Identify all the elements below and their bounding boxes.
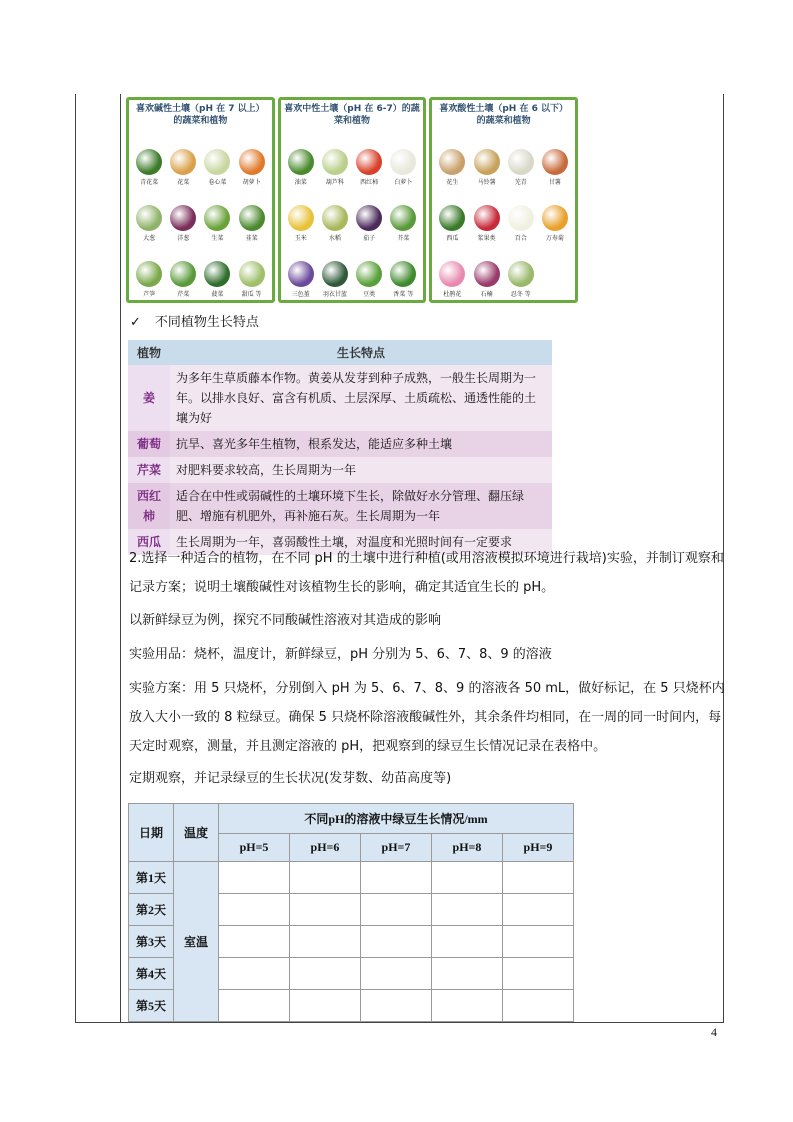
panel-title: 喜欢酸性土壤（pH 在 6 以下）的蔬菜和植物 (439, 104, 568, 126)
plant-desc: 抗旱、喜光多年生植物，根系发达，能适应多种土壤 (170, 431, 552, 457)
veg-item (504, 186, 538, 242)
vegetable-icon (204, 205, 230, 231)
veg-item (200, 186, 234, 242)
veg-name: 水稻 (328, 235, 341, 242)
veg-grid (435, 130, 572, 298)
veg-item (470, 242, 504, 298)
veg-item (318, 242, 352, 298)
table-cell (289, 894, 360, 926)
veg-name: 卷心菜 (208, 179, 227, 186)
table-cell (360, 862, 431, 894)
veg-name: 油菜 (294, 179, 307, 186)
paragraph-plan: 实验方案：用 5 只烧杯，分别倒入 pH 为 5、6、7、8、9 的溶液各 50 mL，做好标记，在 5 只烧杯内放入大小一致的 8 粒绿豆。确保 5 只烧杯除溶液酸碱性外，其余条件均相同，在一周的同一时间内，每天定时观察，测量，并且测定溶液的 pH，把观察到的绿豆生长情况记录在表格中。 (129, 681, 725, 754)
table-cell (219, 926, 290, 958)
veg-grid (132, 130, 269, 298)
veg-item (166, 186, 200, 242)
vegetable-icon (390, 149, 416, 175)
vegetable-icon (508, 149, 534, 175)
table-cell (431, 862, 502, 894)
soil-panels (126, 97, 578, 303)
veg-name: 洋葱 (177, 235, 190, 242)
table-row (128, 457, 552, 483)
check-heading-text: 不同植物生长特点 (154, 315, 259, 330)
vegetable-icon (322, 205, 348, 231)
veg-name: 茄子 (363, 235, 376, 242)
veg-item (352, 186, 386, 242)
table-cell (502, 958, 573, 990)
vegetable-icon (288, 261, 314, 287)
acidic-soil-panel (429, 97, 578, 303)
vegetable-icon (288, 205, 314, 231)
table-cell (431, 958, 502, 990)
table-cell (502, 862, 573, 894)
vegetable-icon (170, 261, 196, 287)
frame-inner-rule (120, 94, 121, 1023)
veg-name: 玉米 (294, 235, 307, 242)
veg-item (352, 130, 386, 186)
table-cell (360, 926, 431, 958)
table-row (128, 483, 552, 529)
veg-name: 菠菜 (211, 291, 224, 298)
veg-name: 韭菜 (245, 235, 258, 242)
plant-desc: 为多年生草质藤本作物。黄姜从发芽到种子成熟，一般生长周期为一年。以排水良好、富含有机质、土层深厚、土质疏松、通透性能的土壤为好 (170, 365, 552, 431)
veg-item (435, 242, 469, 298)
veg-item (200, 242, 234, 298)
veg-item (538, 186, 572, 242)
vegetable-icon (356, 205, 382, 231)
paragraph-materials: 实验用品：烧杯，温度计，新鲜绿豆，pH 分别为 5、6、7、8、9 的溶液 (129, 647, 552, 662)
veg-item (504, 242, 538, 298)
day-label: 第3天 (129, 926, 174, 958)
veg-item (352, 242, 386, 298)
vegetable-icon (136, 261, 162, 287)
veg-item (386, 186, 420, 242)
table-row (128, 365, 552, 431)
veg-item (435, 130, 469, 186)
veg-item (235, 130, 269, 186)
check-heading (130, 311, 259, 330)
veg-item (166, 130, 200, 186)
veg-item (132, 242, 166, 298)
header-ph: pH=5 (219, 834, 290, 862)
vegetable-icon (508, 261, 534, 287)
vegetable-icon (356, 261, 382, 287)
vegetable-icon (474, 205, 500, 231)
veg-item (504, 130, 538, 186)
veg-item (235, 242, 269, 298)
veg-name: 西红柿 (360, 179, 379, 186)
vegetable-icon (136, 149, 162, 175)
table-cell (502, 990, 573, 1022)
plant-feature-table (128, 340, 552, 555)
page-number: 4 (711, 1025, 717, 1039)
vegetable-icon (439, 149, 465, 175)
header-plant: 植物 (128, 340, 170, 365)
veg-name: 马铃薯 (477, 179, 496, 186)
table-cell (219, 990, 290, 1022)
day-label: 第5天 (129, 990, 174, 1022)
plant-name: 西瓜 (128, 529, 170, 555)
table-cell (360, 958, 431, 990)
veg-name: 芦笋 (143, 291, 156, 298)
header-temp: 温度 (174, 804, 219, 862)
veg-item (132, 186, 166, 242)
table-cell (219, 894, 290, 926)
veg-name: 大葱 (143, 235, 156, 242)
day-label: 第4天 (129, 958, 174, 990)
veg-name: 白萝卜 (394, 179, 413, 186)
table-cell (219, 958, 290, 990)
vegetable-icon (322, 261, 348, 287)
vegetable-icon (508, 205, 534, 231)
table-cell (289, 990, 360, 1022)
table-cell (219, 862, 290, 894)
veg-item (132, 130, 166, 186)
veg-name: 芹菜 (177, 291, 190, 298)
vegetable-icon (474, 149, 500, 175)
veg-item (166, 242, 200, 298)
temp-value: 室温 (174, 862, 219, 1022)
veg-name: 芜青 (514, 179, 527, 186)
table-cell (502, 894, 573, 926)
veg-name: 羽衣甘蓝 (322, 291, 347, 298)
veg-name: 花菜 (177, 179, 190, 186)
vegetable-icon (239, 261, 265, 287)
veg-item (538, 130, 572, 186)
paragraph-observe: 定期观察，并记录绿豆的生长状况(发芽数、幼苗高度等) (129, 771, 452, 786)
plant-desc: 对肥料要求较高，生长周期为一年 (170, 457, 552, 483)
paragraph-task: 2.选择一种适合的植物，在不同 pH 的土壤中进行种植(或用溶液模拟环境进行栽培)实验，并制订观察和记录方案；说明土壤酸碱性对该植物生长的影响，确定其适宜生长的 pH。 (129, 551, 724, 595)
plant-name: 姜 (128, 365, 170, 431)
table-cell (431, 894, 502, 926)
vegetable-icon (170, 149, 196, 175)
vegetable-icon (390, 205, 416, 231)
table-row (128, 431, 552, 457)
veg-name: 杜鹃花 (443, 291, 462, 298)
veg-name: 生菜 (211, 235, 224, 242)
table-cell (289, 862, 360, 894)
veg-item (318, 130, 352, 186)
vegetable-icon (288, 149, 314, 175)
vegetable-icon (204, 149, 230, 175)
vegetable-icon (542, 205, 568, 231)
veg-name: 三色堇 (291, 291, 310, 298)
table-cell (431, 926, 502, 958)
header-ph: pH=6 (289, 834, 360, 862)
plant-name: 芹菜 (128, 457, 170, 483)
vegetable-icon (542, 149, 568, 175)
veg-name: 百合 (514, 235, 527, 242)
veg-name: 胡萝卜 (242, 179, 261, 186)
table-cell (502, 926, 573, 958)
veg-item (200, 130, 234, 186)
alkaline-soil-panel (126, 97, 275, 303)
vegetable-icon (204, 261, 230, 287)
vegetable-icon (439, 205, 465, 231)
vegetable-icon (474, 261, 500, 287)
vegetable-icon (239, 149, 265, 175)
header-feature: 生长特点 (170, 340, 552, 365)
veg-name: 青花菜 (140, 179, 159, 186)
day-label: 第2天 (129, 894, 174, 926)
paragraph-example: 以新鲜绿豆为例，探究不同酸碱性溶液对其造成的影响 (129, 613, 442, 628)
veg-item (386, 242, 420, 298)
veg-item (284, 242, 318, 298)
veg-item (318, 186, 352, 242)
header-ph: pH=7 (360, 834, 431, 862)
day-label: 第1天 (129, 862, 174, 894)
veg-name: 石楠 (480, 291, 493, 298)
table-cell (431, 990, 502, 1022)
vegetable-icon (322, 149, 348, 175)
veg-grid (284, 130, 421, 298)
veg-item (470, 186, 504, 242)
table-row (129, 862, 574, 894)
check-icon: ✓ (130, 315, 141, 330)
veg-name: 甜瓜 等 (241, 291, 262, 298)
veg-name: 忍冬 等 (510, 291, 531, 298)
veg-name: 西瓜 (446, 235, 459, 242)
panel-title: 喜欢碱性土壤（pH 在 7 以上）的蔬菜和植物 (136, 104, 265, 126)
table-cell (360, 894, 431, 926)
vegetable-icon (170, 205, 196, 231)
veg-name: 葫芦科 (325, 179, 344, 186)
header-group: 不同pH的溶液中绿豆生长情况/mm (219, 804, 574, 834)
table-cell (289, 958, 360, 990)
header-ph: pH=9 (502, 834, 573, 862)
feature-table-header (128, 340, 552, 365)
veg-name: 芥菜 (397, 235, 410, 242)
header-ph: pH=8 (431, 834, 502, 862)
veg-item (284, 186, 318, 242)
panel-title: 喜欢中性土壤（pH 在 6-7）的蔬菜和植物 (284, 104, 420, 126)
veg-name: 万寿菊 (545, 235, 564, 242)
vegetable-icon (439, 261, 465, 287)
table-cell (360, 990, 431, 1022)
vegetable-icon (390, 261, 416, 287)
plant-desc: 生长周期为一年，喜弱酸性土壤，对温度和光照时间有一定要求 (170, 529, 552, 555)
table-cell (289, 926, 360, 958)
veg-item (284, 130, 318, 186)
vegetable-icon (356, 149, 382, 175)
plant-name: 西红柿 (128, 483, 170, 529)
veg-name: 香菜 等 (393, 291, 414, 298)
veg-name: 甘薯 (548, 179, 561, 186)
vegetable-icon (239, 205, 265, 231)
plant-name: 葡萄 (128, 431, 170, 457)
veg-item (386, 130, 420, 186)
header-date: 日期 (129, 804, 174, 862)
plant-desc: 适合在中性或弱碱性的土壤环境下生长，除做好水分管理、翻压绿肥、增施有机肥外，再补施石灰。生长周期为一年 (170, 483, 552, 529)
neutral-soil-panel (278, 97, 427, 303)
veg-name: 浆果类 (477, 235, 496, 242)
veg-item (470, 130, 504, 186)
veg-name: 豆类 (363, 291, 376, 298)
veg-name: 花生 (446, 179, 459, 186)
veg-item (435, 186, 469, 242)
veg-item (235, 186, 269, 242)
observation-table (128, 803, 574, 1022)
vegetable-icon (136, 205, 162, 231)
